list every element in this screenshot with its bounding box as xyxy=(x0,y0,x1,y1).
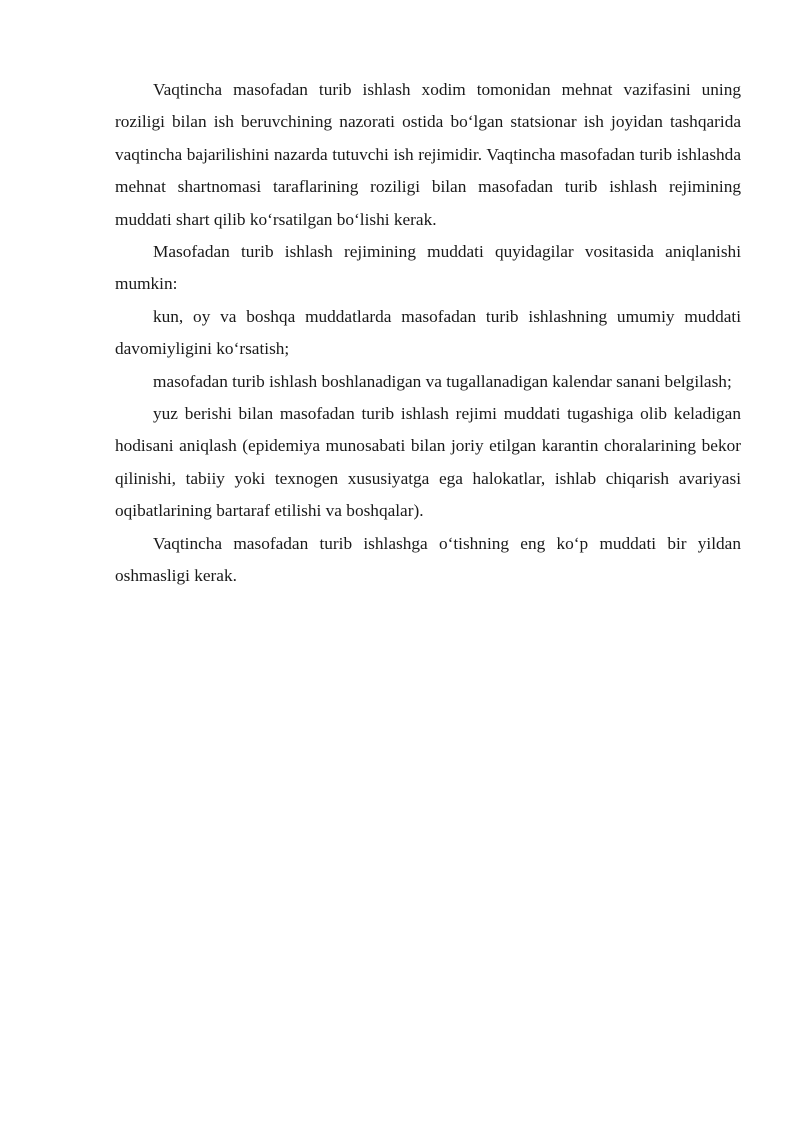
paragraph-item-calendar-date: masofadan turib ishlash boshlanadigan va tugallanadigan kalendar sanani belgilash; xyxy=(153,371,732,391)
paragraph-item-total-duration: kun, oy va boshqa muddatlarda masofadan turib ishlashning umumiy muddati davomiyligini ko‘rsatish; xyxy=(115,306,741,359)
document-body xyxy=(115,74,741,593)
paragraph-item-event: yuz berishi bilan masofadan turib ishlash rejimi muddati tugashiga olib keladigan hodisani aniqlash (epidemiya munosabati bilan joriy etilgan karantin choralarining bekor qilinishi, tabiiy yoki texnogen xususiyatga ega halokatlar, ishlab chiqarish avariyasi oqibatlarining bartaraf etilishi va boshqalar). xyxy=(115,404,741,521)
paragraph-duration-intro: Masofadan turib ishlash rejimining muddati quyidagilar vositasida aniqlanishi mumkin: xyxy=(115,242,741,294)
paragraph-max-duration: Vaqtincha masofadan turib ishlashga o‘tishning eng ko‘p muddati bir yildan oshmasligi kerak. xyxy=(115,533,741,586)
paragraph-definition: Vaqtincha masofadan turib ishlash xodim tomonidan mehnat vazifasini uning roziligi bilan ish beruvchining nazorati ostida bo‘lgan statsionar ish joyidan tashqarida vaqtincha bajarilishini nazarda tutuvchi ish rejimidir. Vaqtincha masofadan turib ishlashda mehnat shartnomasi taraflarining roziligi bilan masofadan turib ishlash rejimining muddati shart qilib ko‘rsatilgan bo‘lishi kerak. xyxy=(115,80,741,229)
